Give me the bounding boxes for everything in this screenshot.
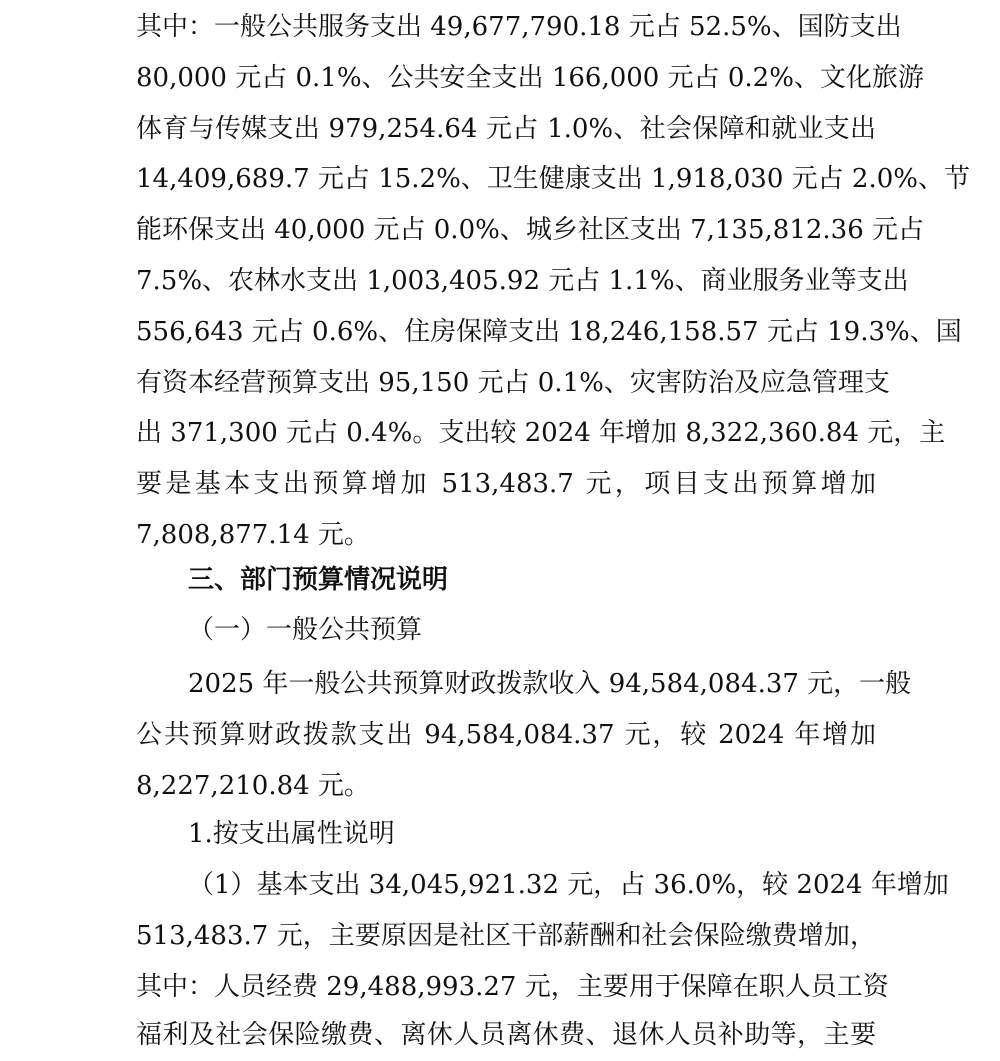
paragraph-line: 体育与传媒支出 979,254.64 元占 1.0%、社会保障和就业支出 (136, 113, 876, 144)
paragraph-line: 2025 年一般公共预算财政拨款收入 94,584,084.37 元，一般 (188, 669, 912, 699)
paragraph-line: 14,409,689.7 元占 15.2%、卫生健康支出 1,918,030 元占 2.0%、节 (136, 164, 970, 195)
paragraph-line: 7.5%、农林水支出 1,003,405.92 元占 1.1%、商业服务业等支出 (136, 266, 909, 296)
paragraph-line: 其中：一般公共服务支出 49,677,790.18 元占 52.5%、国防支出 (136, 12, 902, 42)
item-heading: 1.按支出属性说明 (188, 819, 395, 849)
paragraph-line: 8,227,210.84 元。 (136, 770, 370, 801)
paragraph-line: 556,643 元占 0.6%、住房保障支出 18,246,158.57 元占 19.3%、国 (136, 316, 962, 347)
paragraph-line: 要是基本支出预算增加 513,483.7 元，项目支出预算增加 (136, 469, 876, 500)
paragraph-line: （1）基本支出 34,045,921.32 元，占 36.0%，较 2024 年增加 (188, 870, 949, 900)
section-heading: 三、部门预算情况说明 (188, 565, 449, 595)
paragraph-line: 7,808,877.14 元。 (136, 520, 370, 550)
paragraph-line: 其中：人员经费 29,488,993.27 元，主要用于保障在职人员工资 (136, 971, 889, 1002)
subsection-heading: （一）一般公共预算 (188, 615, 423, 645)
paragraph-line: 能环保支出 40,000 元占 0.0%、城乡社区支出 7,135,812.36 元占 (136, 215, 925, 246)
paragraph-line: 出 371,300 元占 0.4%。支出较 2024 年增加 8,322,360.84 元，主 (136, 418, 946, 449)
paragraph-line: 福利及社会保险缴费、离休人员离休费、退休人员补助等，主要 (136, 1020, 876, 1050)
paragraph-line: 80,000 元占 0.1%、公共安全支出 166,000 元占 0.2%、文化旅游 (136, 62, 924, 93)
paragraph-line: 513,483.7 元，主要原因是社区干部薪酬和社会保险缴费增加， (136, 920, 876, 951)
paragraph-line: 有资本经营预算支出 95,150 元占 0.1%、灾害防治及应急管理支 (136, 367, 890, 398)
paragraph-line: 公共预算财政拨款支出 94,584,084.37 元，较 2024 年增加 (136, 719, 876, 750)
